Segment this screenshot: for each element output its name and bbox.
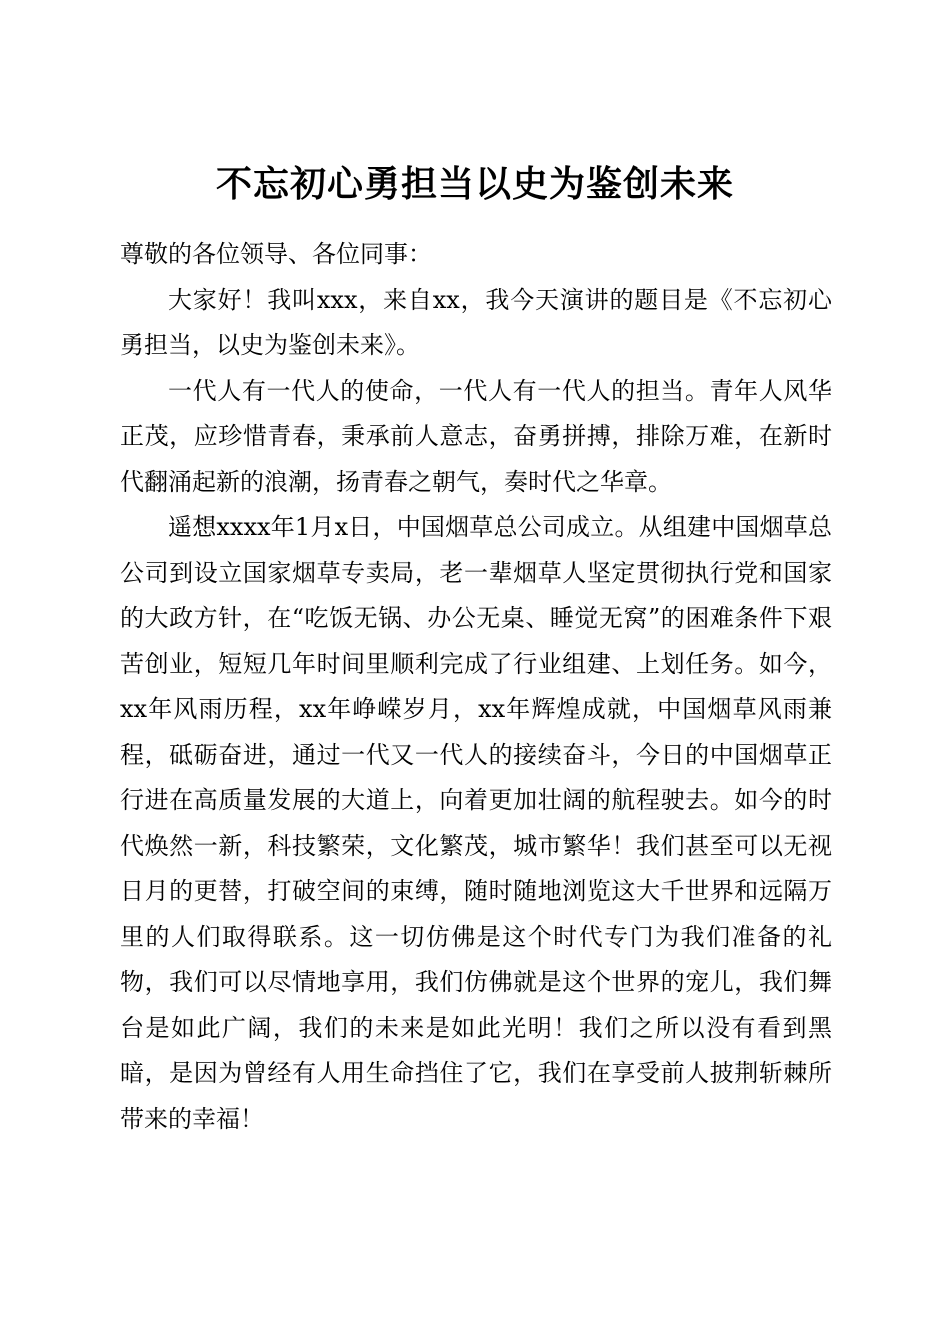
salutation: 尊敬的各位领导、各位同事： bbox=[120, 240, 432, 268]
paragraph-history: 遥想xxxx年1月x日，中国烟草总公司成立。从组建中国烟草总公司到设立国家烟草专卖局，老一辈烟草人坚定贯彻执行党和国家的大政方针，在“吃饭无锅、办公无桌、睡觉无窝”的困难条件下艰苦创业，短短几年时间里顺利完成了行业组建、上划任务。如今，xx年风雨历程，xx年峥嵘岁月，xx年辉煌成就，中国烟草风雨兼程，砥砺奋进，通过一代又一代人的接续奋斗，今日的中国烟草正行进在高质量发展的大道上，向着更加壮阔的航程驶去。如今的时代焕然一新，科技繁荣，文化繁茂，城市繁华！我们甚至可以无视日月的更替，打破空间的束缚，随时随地浏览这大千世界和远隔万里的人们取得联系。这一切仿佛是这个时代专门为我们准备的礼物，我们可以尽情地享用，我们仿佛就是这个世界的宠儿，我们舞台是如此广阔，我们的未来是如此光明！我们之所以没有看到黑暗，是因为曾经有人用生命挡住了它，我们在享受前人披荆斩棘所带来的幸福！ bbox=[120, 513, 832, 1133]
document-body bbox=[120, 232, 832, 1142]
paragraph-mission: 一代人有一代人的使命，一代人有一代人的担当。青年人风华正茂，应珍惜青春，秉承前人意志，奋勇拼搏，排除万难，在新时代翻涌起新的浪潮，扬青春之朝气，奏时代之华章。 bbox=[120, 376, 832, 496]
document-title: 不忘初心勇担当以史为鉴创未来 bbox=[215, 163, 734, 206]
paragraph-greeting: 大家好！我叫xxx，来自xx，我今天演讲的题目是《不忘初心勇担当，以史为鉴创未来》。 bbox=[120, 285, 832, 359]
